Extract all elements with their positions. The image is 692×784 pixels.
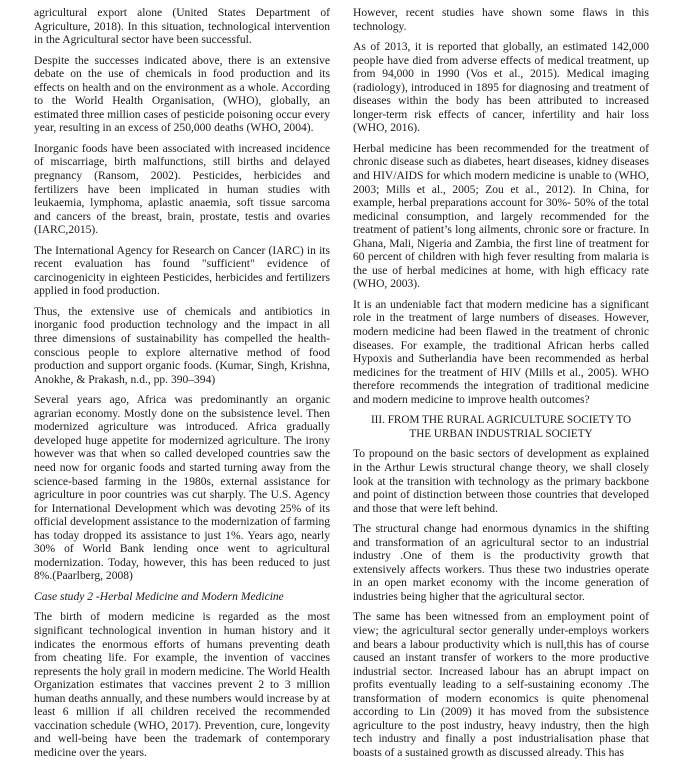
section-heading-line-2: THE URBAN INDUSTRIAL SOCIETY <box>409 427 593 440</box>
paragraph-inorganic-foods: Inorganic foods have been associated with increased incidence of miscarriage, birth malfunctions, still births and delayed pregnancy (Ransom, 2002). Pesticides, herbicides and fertilizers have been implicated in human studies with leukaemia, lymphoma, aplastic anaemia, soft tissue sarcoma and cancers of the breast, brain, prostate, testis and ovaries (IARC,2015). <box>34 142 330 237</box>
paragraph-africa-agriculture: Several years ago, Africa was predominantly an organic agrarian economy. Mostly done on the subsistence level. Then modernized agriculture was introduced. Africa gradually developed huge appetite for modernized agriculture. The irony however was that when so called developed countries saw the need now for organic foods and started turning away from the science-based farming in the 1980s, external assistance for agriculture in poor countries was cut sharply. The U.S. Agency for International Development which was devoting 25% of its official development assistance to the modernization of farming has today dropped its assistance to just 1%. Years ago, nearly 30% of World Bank lending once went to agricultural modernization. Today, however, this has been reduced to just 8%.(Paarlberg, 2008) <box>34 394 330 583</box>
paragraph-technology-flaws: However, recent studies have shown some flaws in this technology. <box>353 7 649 33</box>
left-column <box>34 7 330 767</box>
paragraph-modern-medicine-birth: The birth of modern medicine is regarded as the most significant technological invention in human history and it indicates the enormous efforts of humans preventing death from cheating life. For example, the invention of vaccines represents the holy grail in modern medicine. The World Health Organization estimates that vaccines prevent 2 to 3 million human deaths annually, and these numbers would increase by at least 6 million if all children received the recommended vaccination schedule (WHO, 2017). Prevention, cure, longevity and well-being have been the trademark of contemporary medicine over the years. <box>34 611 330 759</box>
paragraph-modern-medicine-role: It is an undeniable fact that modern medicine has a significant role in the treatment of large numbers of diseases. However, modern medicine had been flawed in the treatment of chronic diseases. For example, the traditional African herbs called Hypoxis and Sutherlandia have been recommended as herbal medicines for the treatment of HIV (Mills et al., 2005). WHO therefore recommends the integration of traditional medicine and modern medicine to improve health outcomes? <box>353 298 649 406</box>
paragraph-organic-alternative: Thus, the extensive use of chemicals and antibiotics in inorganic food production technology and the impact in all three dimensions of sustainability has compelled the health-conscious people to explore alternative method of food production and support organic foods. (Kumar, Singh, Krishna, Anokhe, & Prakash, n.d., pp. 390–394) <box>34 305 330 386</box>
right-column <box>353 7 649 767</box>
case-study-heading: Case study 2 -Herbal Medicine and Modern Medicine <box>34 590 284 603</box>
paragraph-agricultural-export: agricultural export alone (United States Department of Agriculture, 2018). In this situation, technological intervention in the Agricultural sector have been successful. <box>34 7 330 47</box>
paragraph-iarc-evaluation: The International Agency for Research on Cancer (IARC) in its recent evaluation has found "sufficient" evidence of carcinogenicity in eighteen Pesticides, herbicides and fertilizers applied in food production. <box>34 244 330 298</box>
paragraph-employment-view: The same has been witnessed from an employment point of view; the agricultural sector generally under-employs workers and bears a labour productivity which is null,this has of course caused an instant transfer of workers to the more productive industrial sector. Increased labour has an abrupt impact on profits eventually leading to a self-sustaining economy .The transformation of modern economics is quite phenomenal according to Lin (2009) it has moved from the subsistence agriculture to the post industry, heavy industry, then the high tech industry and finally a post industrialisation phase that boasts of a sustained growth as discussed already. This has <box>353 611 649 759</box>
section-heading <box>353 414 649 441</box>
paragraph-chemicals-debate: Despite the successes indicated above, there is an extensive debate on the use of chemicals in food production and its effects on health and on the environment as a whole. According to the World Health Organisation, (WHO), globally, an estimated three million cases of pesticide poisoning occur every year, resulting in an excess of 250,000 deaths (WHO, 2004). <box>34 54 330 135</box>
paragraph-structural-change: The structural change had enormous dynamics in the shifting and transformation of an agricultural sector to an industrial industry .One of them is the productivity growth that extensively affects workers. Thus these two industries operate in an open market economy with the income generation of industries being higher that the agricultural sector. <box>353 523 649 603</box>
paragraph-medical-treatment-deaths: As of 2013, it is reported that globally, an estimated 142,000 people have died from adverse effects of medical treatment, up from 94,000 in 1990 (Vos et al., 2015). Medical imaging (radiology), introduced in 1895 for diagnosing and treatment of diseases within the body has been attributed to increased longer-term risk effects of cancer, infertility and hair loss (WHO, 2016). <box>353 41 649 135</box>
section-heading-line-1: III. FROM THE RURAL AGRICULTURE SOCIETY TO <box>370 414 632 427</box>
paragraph-lewis-theory: To propound on the basic sectors of development as explained in the Arthur Lewis structural change theory, we shall closely look at the transition with technology as the primary backbone and point of distinction between those countries that developed and those that were left behind. <box>353 448 649 515</box>
paragraph-herbal-medicine: Herbal medicine has been recommended for the treatment of chronic disease such as diabetes, heart diseases, kidney diseases and HIV/AIDS for which modern medicine is unable to (WHO, 2003; Mills et al., 2005; Zou et al., 2012). In China, for example, herbal preparations account for 30%- 50% of the total medicinal consumption, and largely recommended for the treatment of patient’s long ailments, chronic sore or fracture. In Ghana, Mali, Nigeria and Zambia, the first line of treatment for 60 percent of children with high fever resulting from malaria is the use of herbal medicines at home, with high efficacy rate (WHO, 2003). <box>353 142 649 291</box>
